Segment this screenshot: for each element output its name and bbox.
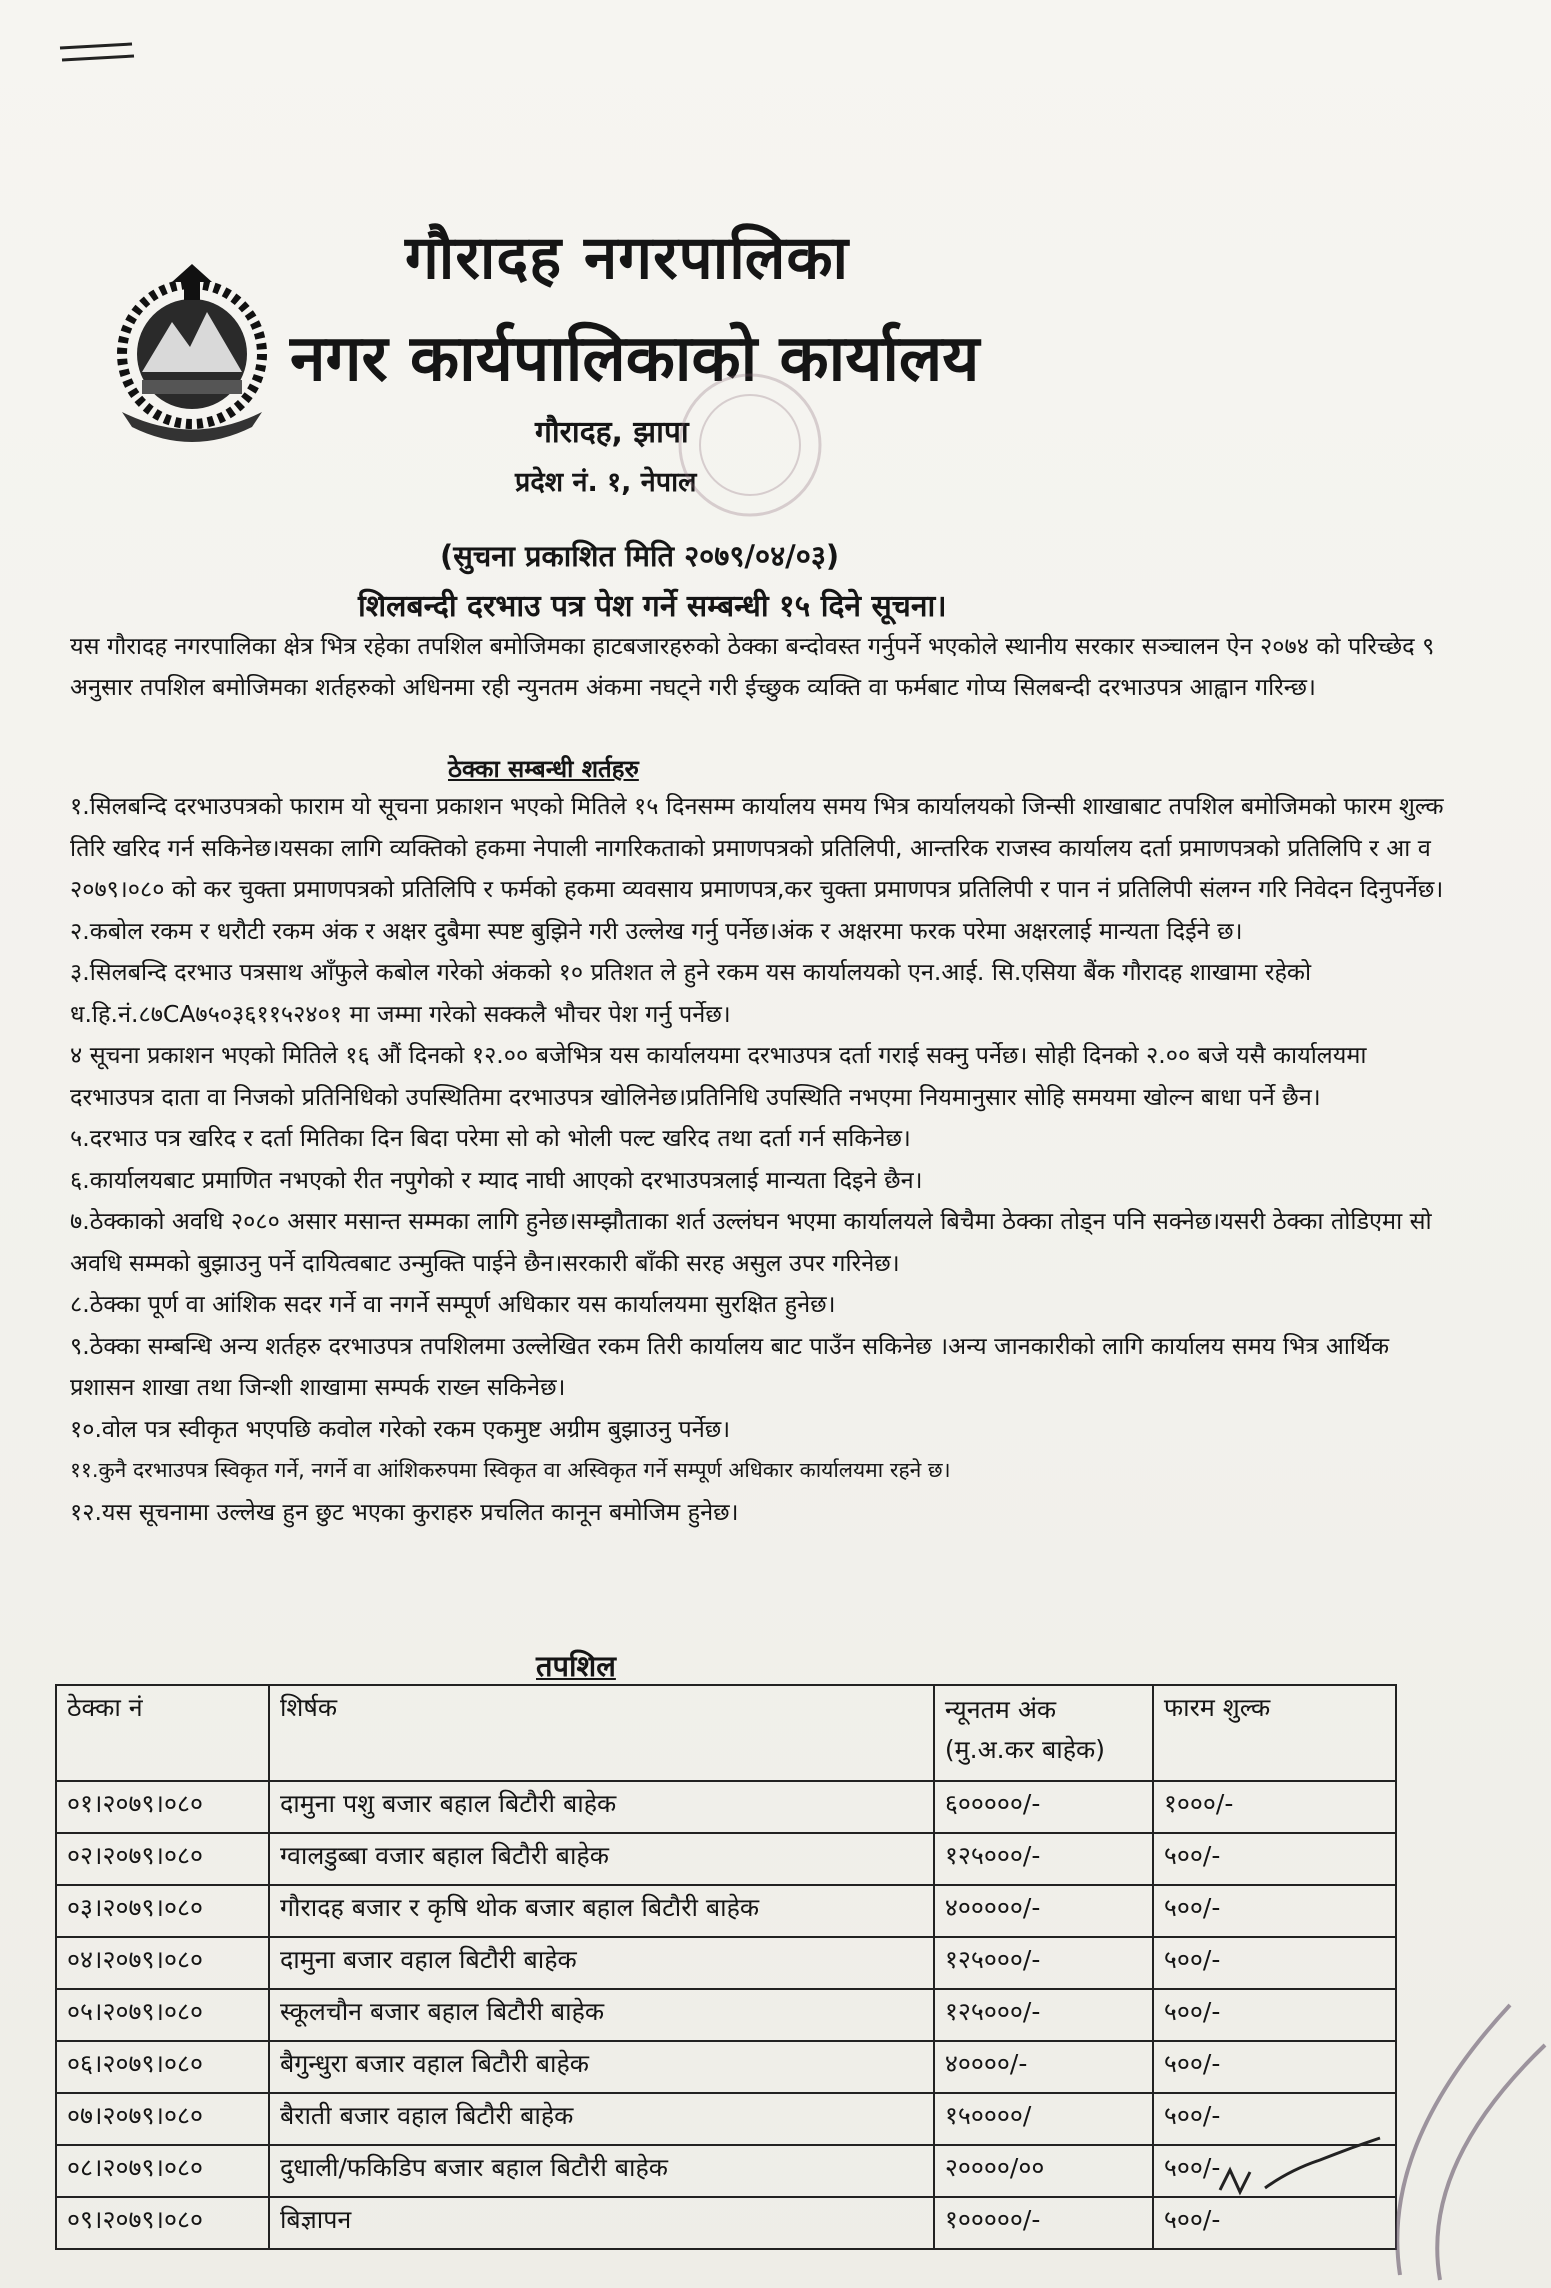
column-header: न्यूनतम अंक (मु.अ.कर बाहेक)	[934, 1685, 1153, 1781]
form-fee: ५००/-	[1153, 1885, 1396, 1937]
table-row	[56, 2041, 1396, 2093]
contract-title: दुधाली/फकिडिप बजार बहाल बिटौरी बाहेक	[269, 2145, 934, 2197]
condition-item: ५.दरभाउ पत्र खरिद र दर्ता मितिका दिन बिदा परेमा सो को भोली पल्ट खरिद तथा दर्ता गर्न सकिनेछ।	[70, 1124, 911, 1152]
office-address: गौरादह, झापा	[535, 415, 689, 450]
minimum-amount: ४०००००/-	[934, 1885, 1153, 1937]
minimum-amount: १०००००/-	[934, 2197, 1153, 2249]
condition-item: ४ सूचना प्रकाशन भएको मितिले १६ औं दिनको १२.०० बजेभित्र यस कार्यालयमा दरभाउपत्र दर्ता गराई सक्नु पर्नेछ। सोही दिनको २.०० बजे यसै कार्यालयमा दरभाउपत्र दाता वा निजको प्रतिनिधिको उपस्थितिमा दरभाउपत्र खोलिनेछ।प्रतिनिधि उपस्थिति नभएमा नियमानुसार सोहि समयमा खोल्न बाधा पर्ने छैन।	[70, 1041, 1367, 1111]
conditions-title: ठेक्का सम्बन्धी शर्तहरु	[448, 755, 639, 783]
table-row	[56, 2093, 1396, 2145]
office-stamp	[665, 370, 835, 520]
municipality-name: गौरादह नगरपालिका	[405, 223, 850, 293]
office-name: नगर कार्यपालिकाको कार्यालय	[290, 322, 980, 396]
condition-item: १.सिलबन्दि दरभाउपत्रको फाराम यो सूचना प्रकाशन भएको मितिले १५ दिनसम्म कार्यालय समय भित्र कार्यालयको जिन्सी शाखाबाट तपशिल बमोजिमको फारम शुल्क तिरि खरिद गर्न सकिनेछ।यसका लागि व्यक्तिको हकमा नेपाली नागरिकताको प्रमाणपत्रको प्रतिलिपी, आन्तरिक राजस्व कार्यालय दर्ता प्रमाणपत्रको प्रतिलिपि र आ व २०७९।०८० को कर चुक्ता प्रमाणपत्रको प्रतिलिपि र फर्मको हकमा व्यवसाय प्रमाणपत्र,कर चुक्ता प्रमाणपत्र प्रतिलिपी र पान नं प्रतिलिपी संलग्न गरि निवेदन दिनुपर्नेछ।	[70, 792, 1444, 903]
minimum-amount: १२५०००/-	[934, 1833, 1153, 1885]
corner-mark	[58, 40, 138, 70]
condition-item: ८.ठेक्का पूर्ण वा आंशिक सदर गर्ने वा नगर्ने सम्पूर्ण अधिकार यस कार्यालयमा सुरक्षित हुनेछ।	[70, 1290, 836, 1318]
form-fee: ५००/-	[1153, 1989, 1396, 2041]
contract-title: दामुना बजार वहाल बिटौरी बाहेक	[269, 1937, 934, 1989]
schedule-table	[55, 1684, 1397, 2250]
minimum-amount: १२५०००/-	[934, 1937, 1153, 1989]
contract-number: ०२।२०७९।०८०	[56, 1833, 269, 1885]
contract-number: ०४।२०७९।०८०	[56, 1937, 269, 1989]
schedule-title: तपशिल	[536, 1649, 616, 1683]
form-fee: ५००/-	[1153, 2041, 1396, 2093]
table-row	[56, 1937, 1396, 1989]
minimum-amount: २००००/००	[934, 2145, 1153, 2197]
table-row	[56, 1989, 1396, 2041]
form-fee: ५००/-	[1153, 1833, 1396, 1885]
condition-item: ११.कुनै दरभाउपत्र स्विकृत गर्ने, नगर्ने वा आंशिकरुपमा स्विकृत वा अस्विकृत गर्ने सम्पूर्ण अधिकार कार्यालयमा रहने छ।	[70, 1458, 951, 1482]
form-fee: ५००/-	[1153, 1937, 1396, 1989]
contract-title: दामुना पशु बजार बहाल बिटौरी बाहेक	[269, 1781, 934, 1833]
table-row	[56, 1781, 1396, 1833]
contract-title: बैगुन्धुरा बजार वहाल बिटौरी बाहेक	[269, 2041, 934, 2093]
table-row	[56, 1885, 1396, 1937]
form-fee: ५००/-	[1153, 2145, 1396, 2197]
province-line: प्रदेश नं. १, नेपाल	[515, 467, 697, 498]
contract-title: बिज्ञापन	[269, 2197, 934, 2249]
minimum-amount: १२५०००/-	[934, 1989, 1153, 2041]
government-emblem-icon	[102, 262, 282, 442]
notice-heading: शिलबन्दी दरभाउ पत्र पेश गर्ने सम्बन्धी १५ दिने सूचना।	[358, 589, 947, 624]
minimum-amount: ४००००/-	[934, 2041, 1153, 2093]
table-header-row	[56, 1685, 1396, 1781]
table-row	[56, 2145, 1396, 2197]
condition-item: १०.वोल पत्र स्वीकृत भएपछि कवोल गरेको रकम एकमुष्ट अग्रीम बुझाउनु पर्नेछ।	[70, 1414, 731, 1443]
form-fee: ५००/-	[1153, 2093, 1396, 2145]
contract-number: ०६।२०७९।०८०	[56, 2041, 269, 2093]
form-fee: १०००/-	[1153, 1781, 1396, 1833]
column-header: शिर्षक	[269, 1685, 934, 1781]
minimum-amount: १५००००/	[934, 2093, 1153, 2145]
contract-number: ०८।२०७९।०८०	[56, 2145, 269, 2197]
condition-item: ९.ठेक्का सम्बन्धि अन्य शर्तहरु दरभाउपत्र तपशिलमा उल्लेखित रकम तिरी कार्यालय बाट पाउँन सकिनेछ ।अन्य जानकारीको लागि कार्यालय समय भित्र आर्थिक प्रशासन शाखा तथा जिन्शी शाखामा सम्पर्क राख्न सकिनेछ।	[70, 1331, 1390, 1401]
notice-intro: यस गौरादह नगरपालिका क्षेत्र भित्र रहेका तपशिल बमोजिमका हाटबजारहरुको ठेक्का बन्दोवस्त गर्नुपर्ने भएकोले स्थानीय सरकार सञ्चालन ऐन २०७४ को परिच्छेद ९ अनुसार तपशिल बमोजिमका शर्तहरुको अधिनमा रही न्युनतम अंकमा नघट्ने गरी ईच्छुक व्यक्ति वा फर्मबाट गोप्य सिलबन्दी दरभाउपत्र आह्वान गरिन्छ।	[70, 632, 1435, 701]
condition-item: १२.यस सूचनामा उल्लेख हुन छुट भएका कुराहरु प्रचलित कानून बमोजिम हुनेछ।	[70, 1497, 739, 1526]
condition-item: ७.ठेक्काको अवधि २०८० असार मसान्त सम्मका लागि हुनेछ।सम्झौताका शर्त उल्लंघन भएमा कार्यालयले बिचैमा ठेक्का तोड्न पनि सक्नेछ।यसरी ठेक्का तोडिएमा सो अवधि सम्मको बुझाउनु पर्ने दायित्वबाट उन्मुक्ति पाईने छैन।सरकारी बाँकी सरह असुल उपर गरिनेछ।	[70, 1207, 1432, 1277]
contract-title: स्कूलचौन बजार बहाल बिटौरी बाहेक	[269, 1989, 934, 2041]
contract-title: गौरादह बजार र कृषि थोक बजार बहाल बिटौरी बाहेक	[269, 1885, 934, 1937]
officer-stamp	[1360, 1985, 1550, 2285]
column-header: फारम शुल्क	[1153, 1685, 1396, 1781]
condition-item: ६.कार्यालयबाट प्रमाणित नभएको रीत नपुगेको र म्याद नाघी आएको दरभाउपत्रलाई मान्यता दिइने छैन।	[70, 1165, 923, 1194]
contract-number: ०३।२०७९।०८०	[56, 1885, 269, 1937]
contract-number: ०९।२०७९।०८०	[56, 2197, 269, 2249]
form-fee: ५००/-	[1153, 2197, 1396, 2249]
condition-item: २.कबोल रकम र धरौटी रकम अंक र अक्षर दुबैमा स्पष्ट बुझिने गरी उल्लेख गर्नु पर्नेछ।अंक र अक्षरमा फरक परेमा अक्षरलाई मान्यता दिईने छ।	[70, 916, 1243, 945]
contract-title: बैराती बजार वहाल बिटौरी बाहेक	[269, 2093, 934, 2145]
conditions-list	[70, 786, 1455, 1533]
condition-item: ३.सिलबन्दि दरभाउ पत्रसाथ आँफुले कबोल गरेको अंकको १० प्रतिशत ले हुने रकम यस कार्यालयको एन.आई. सि.एसिया बैंक गौरादह शाखामा रहेको ध.हि.नं.८७CA७५०३६११५२४०१ मा जम्मा गरेको सक्कलै भौचर पेश गर्नु पर्नेछ।	[70, 958, 1312, 1028]
column-header: ठेक्का नं	[56, 1685, 269, 1781]
contract-number: ०७।२०७९।०८०	[56, 2093, 269, 2145]
minimum-amount: ६०००००/-	[934, 1781, 1153, 1833]
contract-title: ग्वालडुब्बा वजार बहाल बिटौरी बाहेक	[269, 1833, 934, 1885]
table-row	[56, 1833, 1396, 1885]
contract-number: ०१।२०७९।०८०	[56, 1781, 269, 1833]
publication-date: (सुचना प्रकाशित मिति २०७९/०४/०३)	[440, 539, 840, 573]
table-row	[56, 2197, 1396, 2249]
contract-number: ०५।२०७९।०८०	[56, 1989, 269, 2041]
